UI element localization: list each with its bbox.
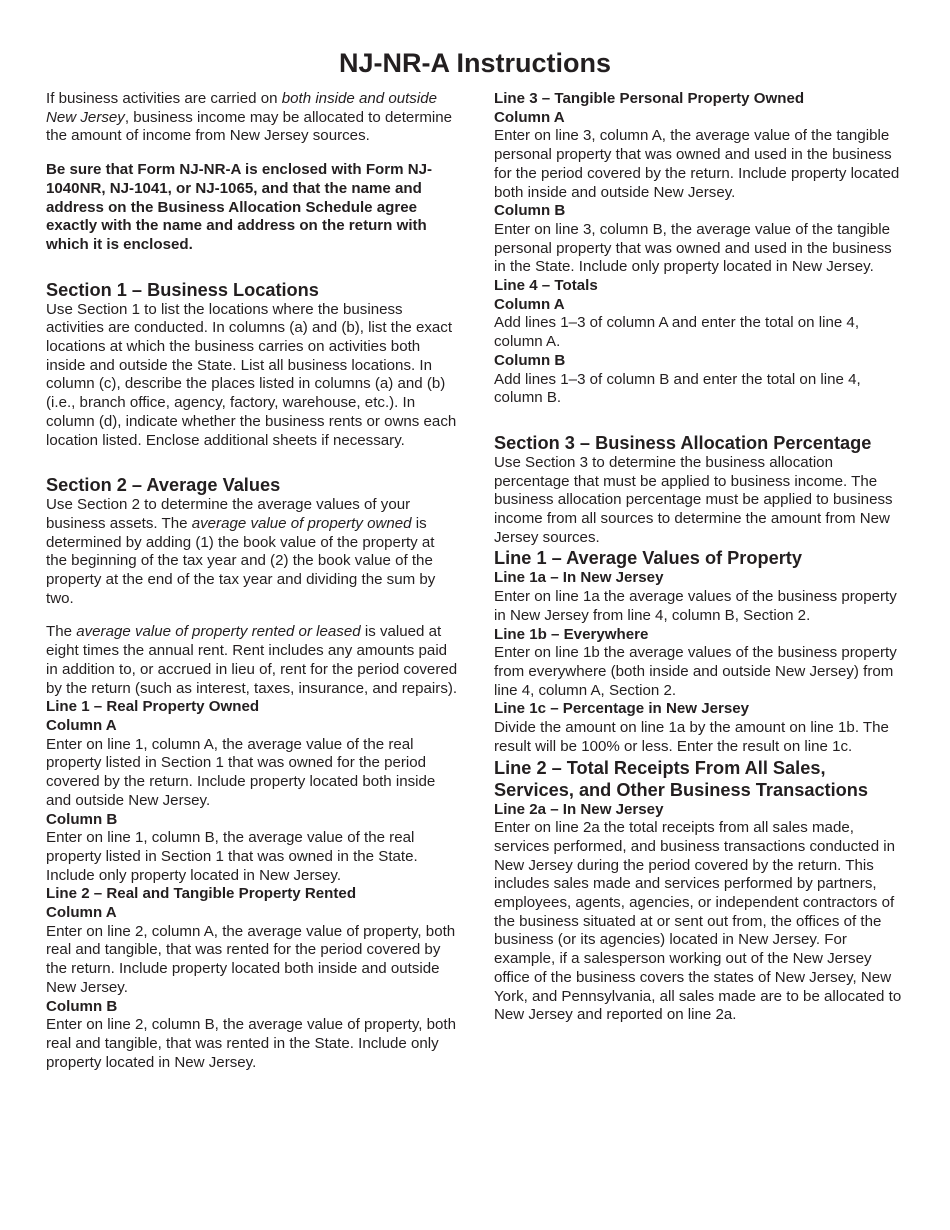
page-title: NJ-NR-A Instructions xyxy=(338,48,611,78)
s3-line2-heading: Line 2 – Total Receipts From All Sales, Services, and Other Business Transactions xyxy=(494,757,869,800)
line3-column-a-body: Enter on line 3, column A, the average value of the tangible personal property that was owned and used in the business for the period covered by the return. Include property located both inside and outside New Jersey. xyxy=(494,127,900,201)
line4-column-a-heading: Column A xyxy=(494,295,565,313)
line4-column-b-body: Add lines 1–3 of column B and enter the total on line 4, column B. xyxy=(494,370,861,407)
s3-line1b-body: Enter on line 1b the average values of the business property from everywhere (both inside and outside New Jersey) from line 4, column A, Section 2. xyxy=(494,644,897,699)
s3-line1c-body: Divide the amount on line 1a by the amount on line 1b. The result will be 100% or less. Enter the result on line 1c. xyxy=(494,719,889,755)
line3-column-a-heading: Column A xyxy=(494,108,565,126)
line4-heading: Line 4 – Totals xyxy=(494,277,598,295)
s3-line1a-body: Enter on line 1a the average values of the business property in New Jersey from line 4, column B, Section 2. xyxy=(494,588,897,624)
section1-body: Use Section 1 to list the locations where the business activities are conducted. In columns (a) and (b), list the exact locations at which the business carries on activities both inside and outside the State. List all business locations. In column (c), describe the places listed in columns (a) and (b) (i.e., branch office, agency, factory, warehouse, etc.). In column (d), indicate whether the business rents or owns each location listed. Enclose additional sheets if necessary. xyxy=(46,300,457,449)
line3-column-b-heading: Column B xyxy=(494,202,566,220)
section1-heading: Section 1 – Business Locations xyxy=(46,279,319,300)
section3-heading: Section 3 – Business Allocation Percentage xyxy=(494,432,872,453)
line3-column-b-body: Enter on line 3, column B, the average value of the tangible personal property that was owned and used in the business in the State. Include only property located in New Jersey. xyxy=(494,220,892,276)
s3-line2a-body: Enter on line 2a the total receipts from all sales made, services performed, and business transactions conducted in New Jersey during the period covered by the return. This includes sales made and services performed by partners, employees, agents, agencies, or independent contractors of the business situated at or sent out from, the offices of the business (or its agencies) located in New Jersey. For example, if a salesperson working out of the New Jersey office of the business covers the states of New Jersey, New York, and Pennsylvania, all sales made are to be allocated to New Jersey and reported on line 2a. xyxy=(494,819,902,1024)
line2-column-b-body: Enter on line 2, column B, the average value of property, both real and tangible, that was rented in the State. Include only property located in New Jersey. xyxy=(46,1016,457,1071)
line1-column-b-heading: Column B xyxy=(46,810,118,828)
s3-line1a-heading: Line 1a – In New Jersey xyxy=(494,569,664,587)
line2-column-a-body: Enter on line 2, column A, the average value of property, both real and tangible, that was rented for the period covered by the return. Include property located both inside and outside New Jersey. xyxy=(46,922,456,996)
line4-column-b-heading: Column B xyxy=(494,351,566,369)
section2-paragraph-2: The average value of property rented or leased is valued at eight times the annual rent. Rent includes any amounts paid in addition to, or accrued in lieu of, rent for the period covered by the return (such as interest, taxes, insurance, and repairs). xyxy=(46,623,458,697)
line1-heading: Line 1 – Real Property Owned xyxy=(46,698,260,716)
section2-heading: Section 2 – Average Values xyxy=(46,475,281,496)
line3-heading: Line 3 – Tangible Personal Property Owned xyxy=(494,90,805,107)
line1-column-b-body: Enter on line 1, column B, the average value of the real property listed in Section 1 that was owned in the State. Include only property located in New Jersey. xyxy=(46,829,418,884)
line1-column-a-body: Enter on line 1, column A, the average value of the real property listed in Section 1 that was owned for the period covered by the return. Include property located both inside and outside New Jersey. xyxy=(46,735,436,809)
s3-line1c-heading: Line 1c – Percentage in New Jersey xyxy=(494,700,750,718)
s3-line2a-heading: Line 2a – In New Jersey xyxy=(494,800,664,818)
line1-column-a-heading: Column A xyxy=(46,716,117,734)
line2-heading: Line 2 – Real and Tangible Property Rented xyxy=(46,885,357,903)
s3-line1-heading: Line 1 – Average Values of Property xyxy=(494,548,802,569)
intro-paragraph: If business activities are carried on both inside and outside New Jersey, business income may be allocated to determine the amount of income from New Jersey sources. xyxy=(46,90,453,145)
enclosure-notice: Be sure that Form NJ-NR-A is enclosed with Form NJ-1040NR, NJ-1041, or NJ-1065, and that the name and address on the Business Allocation Schedule agree exactly with the name and address on the return with which it is enclosed. xyxy=(46,161,433,253)
section3-body: Use Section 3 to determine the business allocation percentage that must be applied to business income. The business allocation percentage must be applied to business income from all sources to determine the amount from New Jersey sources. xyxy=(494,453,893,546)
left-column xyxy=(46,90,458,1072)
section2-paragraph-1: Use Section 2 to determine the average values of your business assets. The average value of property owned is determined by adding (1) the book value of the property at the beginning of the tax year and (2) the book value of the property at the end of the tax year and dividing the sum by two. xyxy=(46,496,436,607)
s3-line1b-heading: Line 1b – Everywhere xyxy=(494,625,649,643)
line4-column-a-body: Add lines 1–3 of column A and enter the total on line 4, column A. xyxy=(494,314,860,351)
line2-column-a-heading: Column A xyxy=(46,904,117,922)
line2-column-b-heading: Column B xyxy=(46,997,118,1015)
right-column xyxy=(494,90,906,1025)
